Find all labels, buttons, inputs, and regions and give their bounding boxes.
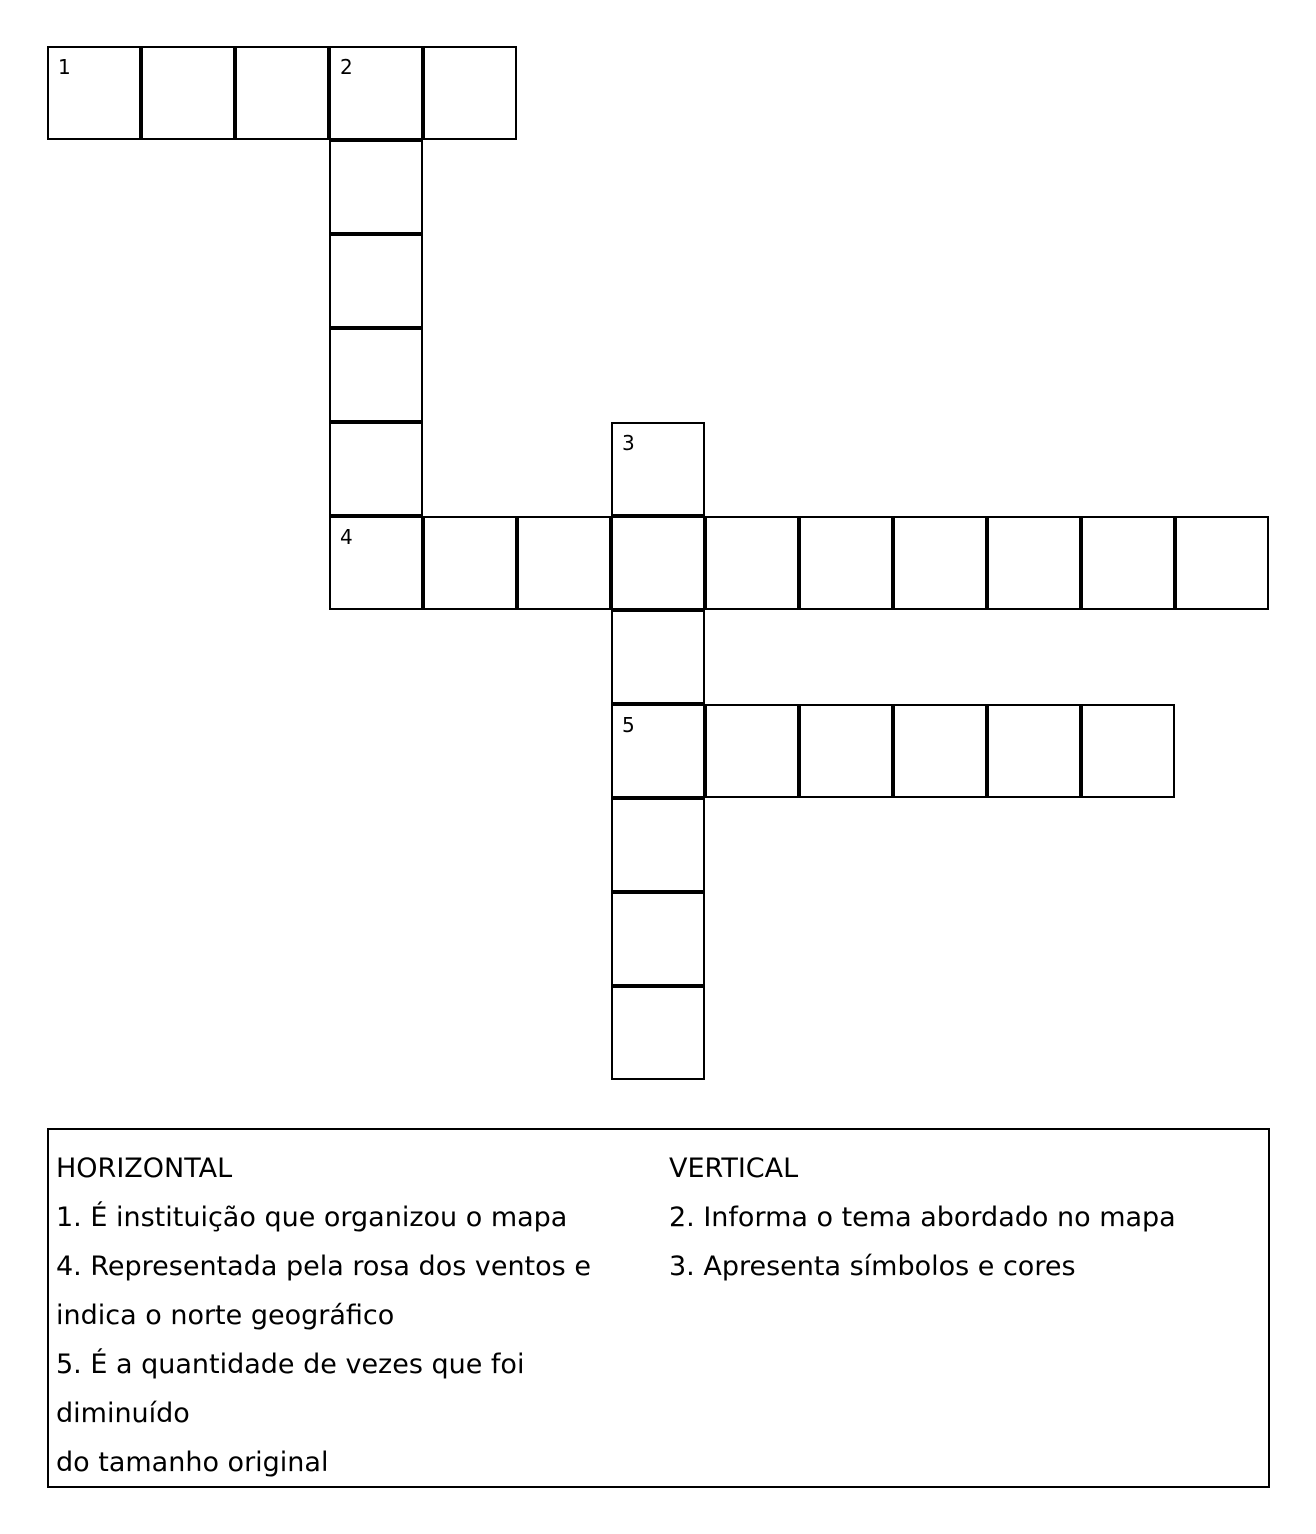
clue-number: 2 — [340, 55, 353, 79]
clue-4-line-2: indica o norte geográfico — [56, 1300, 395, 1331]
crossword-cell[interactable] — [329, 422, 423, 516]
crossword-cell[interactable] — [705, 704, 799, 798]
crossword-cell[interactable] — [47, 46, 141, 140]
crossword-cell[interactable] — [705, 516, 799, 610]
crossword-cell[interactable] — [329, 516, 423, 610]
crossword-cell[interactable] — [611, 704, 705, 798]
crossword-cell[interactable] — [1081, 516, 1175, 610]
crossword-cell[interactable] — [423, 46, 517, 140]
horizontal-heading: HORIZONTAL — [56, 1153, 233, 1184]
clue-1-line: 1. É instituição que organizou o mapa — [56, 1202, 568, 1233]
crossword-cell[interactable] — [987, 516, 1081, 610]
clue-3-line: 3. Apresenta símbolos e cores — [669, 1251, 1076, 1282]
clue-4-line-1: 4. Representada pela rosa dos ventos e — [56, 1251, 591, 1282]
crossword-cell[interactable] — [611, 892, 705, 986]
vertical-clues — [669, 1144, 1249, 1291]
horizontal-clues — [56, 1144, 656, 1487]
crossword-cell[interactable] — [893, 516, 987, 610]
clue-number: 1 — [58, 55, 71, 79]
crossword-cell[interactable] — [329, 46, 423, 140]
crossword-cell[interactable] — [1081, 704, 1175, 798]
crossword-cell[interactable] — [611, 986, 705, 1080]
crossword-cell[interactable] — [329, 328, 423, 422]
clue-number: 5 — [622, 713, 635, 737]
crossword-cell[interactable] — [1175, 516, 1269, 610]
crossword-cell[interactable] — [141, 46, 235, 140]
crossword-cell[interactable] — [423, 516, 517, 610]
crossword-cell[interactable] — [329, 234, 423, 328]
clue-number: 3 — [622, 431, 635, 455]
crossword-cell[interactable] — [611, 610, 705, 704]
crossword-cell[interactable] — [329, 140, 423, 234]
vertical-heading: VERTICAL — [669, 1153, 799, 1184]
clue-box — [47, 1128, 1270, 1488]
crossword-cell[interactable] — [611, 422, 705, 516]
crossword-cell[interactable] — [611, 516, 705, 610]
crossword-cell[interactable] — [987, 704, 1081, 798]
crossword-cell[interactable] — [799, 516, 893, 610]
clue-number: 4 — [340, 525, 353, 549]
crossword-cell[interactable] — [893, 704, 987, 798]
crossword-cell[interactable] — [517, 516, 611, 610]
clue-5-line-1: 5. É a quantidade de vezes que foi diminuído — [56, 1349, 525, 1429]
crossword-cell[interactable] — [611, 798, 705, 892]
crossword-cell[interactable] — [235, 46, 329, 140]
crossword-cell[interactable] — [799, 704, 893, 798]
clue-5-line-2: do tamanho original — [56, 1447, 329, 1478]
clue-2-line: 2. Informa o tema abordado no mapa — [669, 1202, 1176, 1233]
